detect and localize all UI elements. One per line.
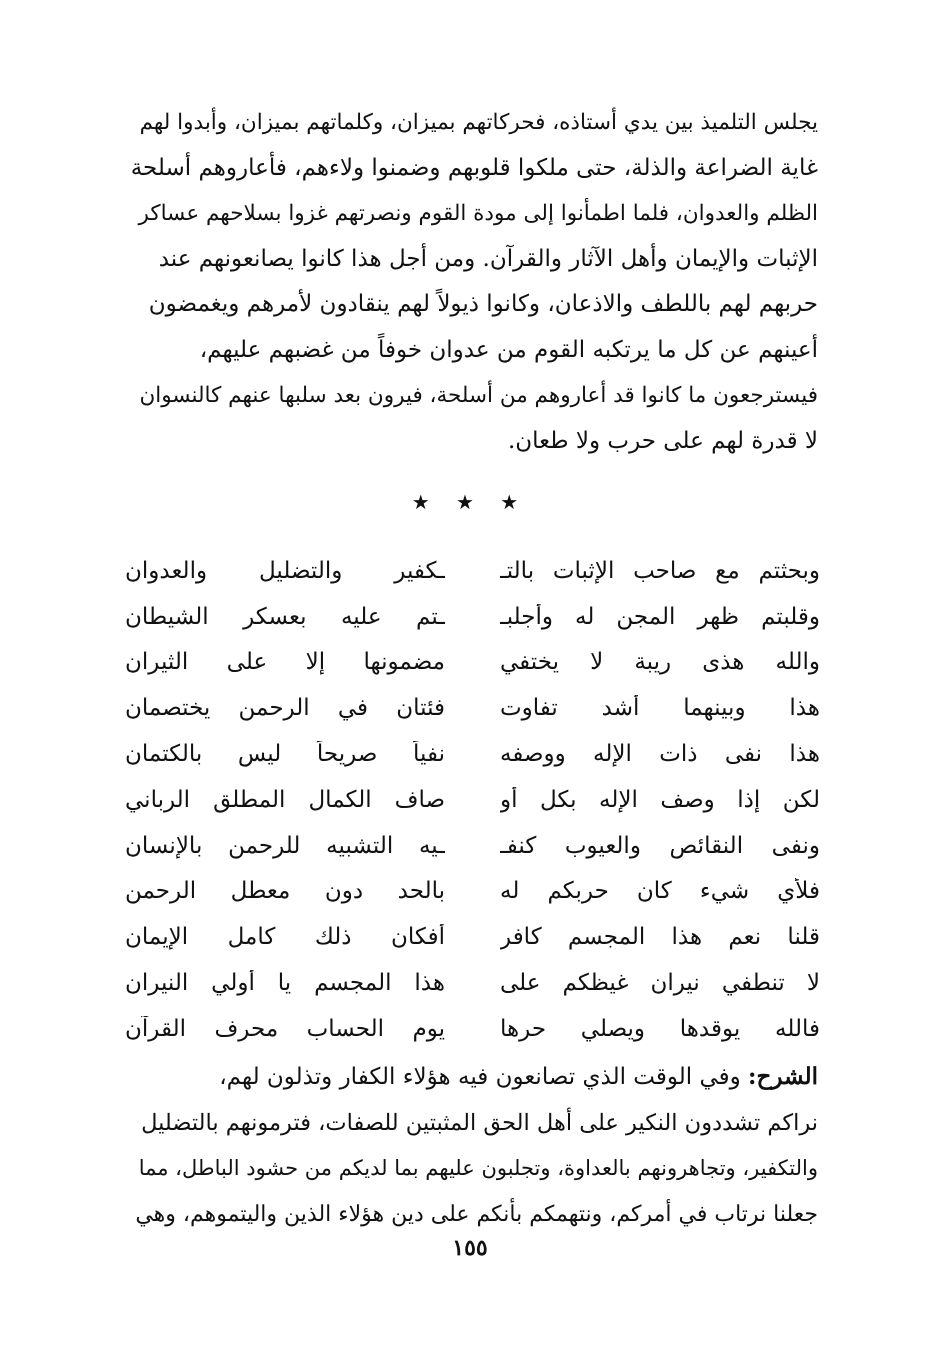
poem-verse bbox=[125, 685, 820, 731]
verse-first-hemistich: قلنا نعم هذا المجسم كافر bbox=[500, 924, 820, 951]
commentary-text: وفي الوقت الذي تصانعون فيه هؤلاء الكفار وتذلون لهم، bbox=[219, 1064, 749, 1090]
poem-verse bbox=[125, 914, 820, 960]
commentary-line: والتكفير، وتجاهرونهم بالعداوة، وتجلبون عليهم بما لديكم من حشود الباطل، مما bbox=[138, 1156, 818, 1180]
commentary-line: جعلنا نرتاب في أمركم، ونتهمكم بأنكم على دين هؤلاء الذين واليتموهم، وهي bbox=[135, 1201, 818, 1227]
poem-verse bbox=[125, 869, 820, 915]
verse-second-hemistich: بالحد دون معطل الرحمن bbox=[125, 878, 445, 905]
verse-second-hemistich: ـتم عليه بعسكر الشيطان bbox=[125, 603, 445, 630]
paragraph-line: لا قدرة لهم على حرب ولا طعان. bbox=[507, 427, 818, 454]
paragraph-line: يجلس التلميذ بين يدي أستاذه، فحركاتهم بميزان، وكلماتهم بميزان، وأبدوا لهم bbox=[139, 110, 818, 135]
poem bbox=[125, 548, 820, 1052]
commentary-first-line bbox=[128, 1054, 818, 1101]
page-number: ١٥٥ bbox=[452, 1235, 488, 1261]
poem-verse bbox=[125, 548, 820, 594]
paragraph-line: حربهم لهم باللطف والاذعان، وكانوا ذيولاً لهم ينقادون لأمرهم ويغمضون bbox=[148, 291, 818, 317]
poem-verse bbox=[125, 640, 820, 686]
poem-verse bbox=[125, 823, 820, 869]
verse-second-hemistich: ـيه التشبيه للرحمن بالإنسان bbox=[125, 832, 445, 859]
poem-verse bbox=[125, 777, 820, 823]
verse-first-hemistich: هذا نفى ذات الإله ووصفه bbox=[500, 741, 820, 768]
verse-second-hemistich: مضمونها إلا على الثيران bbox=[125, 649, 445, 676]
section-divider: ★ ★ ★ bbox=[411, 490, 529, 514]
verse-first-hemistich: فلأي شيء كان حربكم له bbox=[500, 878, 820, 905]
commentary-paragraph bbox=[128, 1054, 818, 1237]
verse-second-hemistich: نفياً صريحاً ليس بالكتمان bbox=[125, 741, 445, 768]
poem-verse bbox=[125, 1006, 820, 1052]
verse-second-hemistich: هذا المجسم يا أولي النيران bbox=[125, 970, 445, 997]
verse-first-hemistich: وقلبتم ظهر المجن له وأجلبـ bbox=[500, 603, 820, 630]
verse-first-hemistich: هذا وبينهما أشد تفاوت bbox=[500, 695, 820, 722]
commentary-label: الشرح: bbox=[748, 1063, 818, 1090]
verse-first-hemistich: ونفى النقائص والعيوب كنفـ bbox=[500, 832, 820, 859]
paragraph-line: غاية الضراعة والذلة، حتى ملكوا قلوبهم وضمنوا ولاءهم، فأعاروهم أسلحة bbox=[130, 154, 818, 181]
commentary-line: نراكم تشددون النكير على أهل الحق المثبتين للصفات، فترمونهم بالتضليل bbox=[141, 1109, 818, 1136]
paragraph-line: الإثبات والإيمان وأهل الآثار والقرآن. ومن أجل هذا كانوا يصانعونهم عند bbox=[158, 245, 818, 272]
paragraph-line: الظلم والعدوان، فلما اطمأنوا إلى مودة القوم ونصرتهم غزوا بسلاحهم عساكر bbox=[138, 201, 818, 226]
top-paragraph bbox=[128, 100, 818, 464]
verse-first-hemistich: والله هذى ريبة لا يختفي bbox=[500, 649, 820, 676]
verse-second-hemistich: يوم الحساب محرف القرآن bbox=[125, 1015, 445, 1042]
paragraph-line: أعينهم عن كل ما يرتكبه القوم من عدوان خوفاً من غضبهم عليهم، bbox=[199, 336, 818, 363]
verse-first-hemistich: وبحثتم مع صاحب الإثبات بالتـ bbox=[500, 557, 820, 584]
verse-first-hemistich: لا تنطفي نيران غيظكم على bbox=[500, 970, 820, 997]
verse-first-hemistich: فالله يوقدها ويصلي حرها bbox=[500, 1015, 820, 1042]
verse-second-hemistich: ـكفير والتضليل والعدوان bbox=[125, 557, 445, 584]
poem-verse bbox=[125, 731, 820, 777]
verse-second-hemistich: أفكان ذلك كامل الإيمان bbox=[125, 924, 445, 951]
poem-verse bbox=[125, 960, 820, 1006]
verse-second-hemistich: فئتان في الرحمن يختصمان bbox=[125, 695, 445, 722]
paragraph-line: فيسترجعون ما كانوا قد أعاروهم من أسلحة، فيرون بعد سلبها عنهم كالنسوان bbox=[139, 383, 818, 408]
verse-first-hemistich: لكن إذا وصف الإله بكل أو bbox=[500, 786, 820, 813]
poem-verse bbox=[125, 594, 820, 640]
verse-second-hemistich: صاف الكمال المطلق الرباني bbox=[125, 786, 445, 813]
